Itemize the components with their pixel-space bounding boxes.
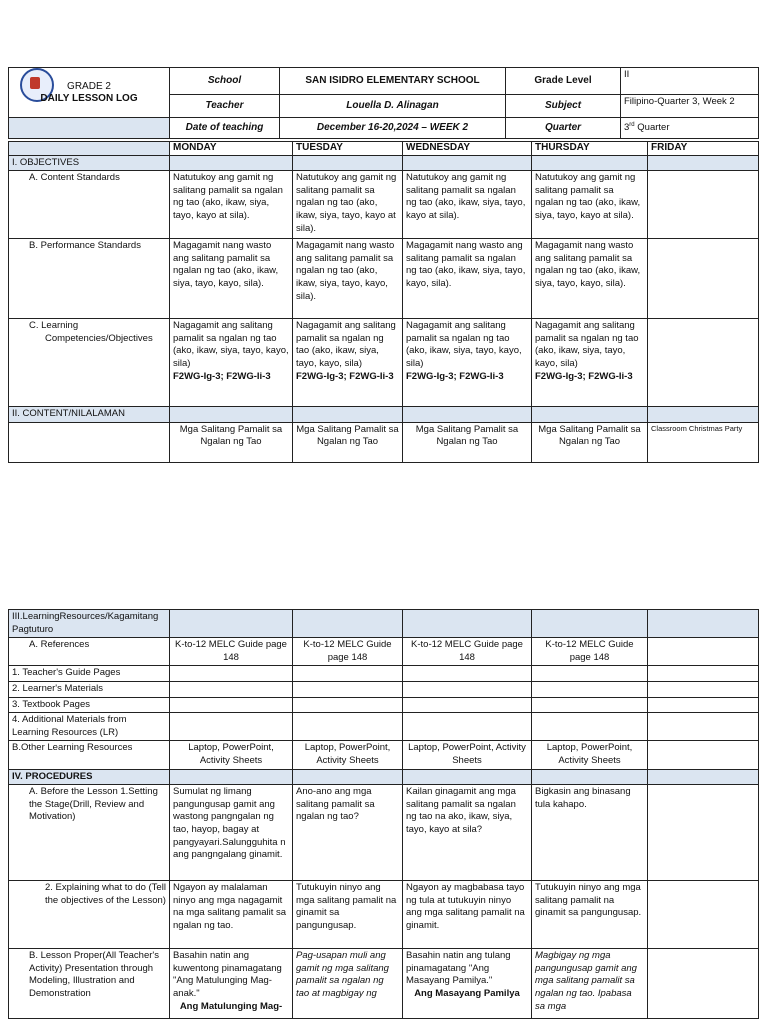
competencies-tuesday	[293, 319, 403, 407]
before-lesson-tuesday: Ano-ano ang mga salitang pamalit sa ngalan ng tao?	[293, 785, 403, 881]
performance-standards-label: B. Performance Standards	[9, 239, 170, 319]
competencies-thursday-text: Nagagamit ang salitang pamalit sa ngalan ng tao (ako, ikaw, siya, tayo, kayo, sila)	[535, 320, 639, 369]
explaining-thursday: Tutukuyin ninyo ang mga salitang pamalit na ginamit sa pangungusap.	[532, 881, 648, 949]
competencies-monday-text: Nagagamit ang salitang pamalit sa ngalan ng tao (ako, ikaw, siya, tayo, kayo, sila)	[173, 320, 289, 369]
teacher-value: Louella D. Alinagan	[280, 95, 506, 118]
other-resources-label: B.Other Learning Resources	[9, 741, 170, 769]
other-resources-friday	[648, 741, 759, 769]
other-resources-thursday: Laptop, PowerPoint, Activity Sheets	[532, 741, 648, 769]
performance-standards-tuesday: Magagamit nang wasto ang salitang pamalit sa ngalan ng tao (ako, ikaw, siya, tayo, kayo, sila).	[293, 239, 403, 319]
lesson-proper-monday	[170, 949, 293, 1019]
date-label: Date of teaching	[170, 118, 280, 139]
content-standards-wednesday: Natutukoy ang gamit ng salitang pamalit sa ngalan ng tao (ako, ikaw, siya, tayo, kayo at sila).	[403, 171, 532, 239]
references-monday: K-to-12 MELC Guide page 148	[170, 638, 293, 666]
story-title: Ang Matulunging Mag-	[179, 1000, 283, 1012]
grade-level-label: Grade Level	[506, 68, 621, 95]
explaining-tuesday: Tutukuyin ninyo ang mga salitang pamalit na ginamit sa pangungusap.	[293, 881, 403, 949]
content-monday: Mga Salitang Pamalit sa Ngalan ng Tao	[170, 422, 293, 462]
days-header-blank	[9, 142, 170, 156]
competencies-wednesday	[403, 319, 532, 407]
content-blank-label	[9, 422, 170, 462]
explaining-monday: Ngayon ay malalaman ninyo ang mga nagagamit na mga salitang pamalit sa ngalan ng tao.	[170, 881, 293, 949]
lesson-proper-tuesday: Pag-usapan muli ang gamit ng mga salitang pamalit sa ngalan ng tao at magbigay ng	[293, 949, 403, 1019]
content-friday: Classroom Christmas Party	[648, 422, 759, 462]
competency-code: F2WG-Ig-3; F2WG-Ii-3	[173, 370, 271, 382]
grade-block	[9, 68, 170, 118]
before-lesson-monday: Sumulat ng limang pangungusap gamit ang wastong pangngalan ng tao, hayop, bagay at pangyayari.Salungguhita n ang pangngalang ginamit.	[170, 785, 293, 881]
lesson-proper-wednesday-text: Basahin natin ang tulang pinamagatang "Ang Masayang Pamilya."	[406, 950, 511, 987]
before-lesson-thursday: Bigkasin ang binasang tula kahapo.	[532, 785, 648, 881]
competency-code: F2WG-Ig-3; F2WG-Ii-3	[406, 370, 504, 382]
textbook-pages-label: 3. Textbook Pages	[9, 697, 170, 713]
competencies-label	[9, 319, 170, 407]
performance-standards-monday: Magagamit nang wasto ang salitang pamalit sa ngalan ng tao (ako, ikaw, siya, tayo, kayo, sila).	[170, 239, 293, 319]
subject-value: Filipino-Quarter 3, Week 2	[621, 95, 759, 118]
resources-procedures-table	[8, 609, 759, 1019]
explaining-label: 2. Explaining what to do (Tell the objectives of the Lesson)	[9, 881, 170, 949]
lesson-proper-friday	[648, 949, 759, 1019]
other-resources-wednesday: Laptop, PowerPoint, Activity Sheets	[403, 741, 532, 769]
day-tuesday: TUESDAY	[293, 142, 403, 156]
other-resources-tuesday: Laptop, PowerPoint, Activity Sheets	[293, 741, 403, 769]
quarter-label: Quarter	[506, 118, 621, 139]
teachers-guide-label: 1. Teacher's Guide Pages	[9, 666, 170, 682]
lesson-proper-label: B. Lesson Proper(All Teacher's Activity) Presentation through Modeling, Illustration and Demonstration	[9, 949, 170, 1019]
grade-level-value: II	[621, 68, 759, 95]
content-standards-label: A. Content Standards	[9, 171, 170, 239]
lesson-proper-monday-text: Basahin natin ang kuwentong pinamagatang "Ang Matulunging Mag-anak."	[173, 950, 282, 999]
day-wednesday: WEDNESDAY	[403, 142, 532, 156]
before-lesson-wednesday: Kailan ginagamit ang mga salitang pamalit sa ngalan ng tao na ako, ikaw, siya, tayo, kayo at sila?	[403, 785, 532, 881]
content-wednesday: Mga Salitang Pamalit sa Ngalan ng Tao	[403, 422, 532, 462]
header-blank-cell	[9, 118, 170, 139]
competencies-label-line1: C. Learning	[29, 320, 79, 332]
performance-standards-wednesday: Magagamit nang wasto ang salitang pamalit sa ngalan ng tao (ako, ikaw, siya, tayo, kayo, sila).	[403, 239, 532, 319]
school-value: SAN ISIDRO ELEMENTARY SCHOOL	[280, 68, 506, 95]
additional-materials-label: 4. Additional Materials from Learning Resources (LR)	[9, 713, 170, 741]
log-title: DAILY LESSON LOG	[40, 92, 138, 104]
content-standards-thursday: Natutukoy ang gamit ng salitang pamalit sa ngalan ng tao (ako, ikaw, siya, tayo, kayo at sila).	[532, 171, 648, 239]
procedures-heading: IV. PROCEDURES	[9, 769, 170, 785]
references-friday	[648, 638, 759, 666]
teacher-label: Teacher	[170, 95, 280, 118]
competencies-friday	[648, 319, 759, 407]
content-standards-tuesday: Natutukoy ang gamit ng salitang pamalit sa ngalan ng tao (ako, ikaw, siya, tayo, kayo at sila).	[293, 171, 403, 239]
explaining-wednesday: Ngayon ay magbabasa tayo ng tula at tutukuyin ninyo ang mga salitang pamalit na ginamit.	[403, 881, 532, 949]
references-tuesday: K-to-12 MELC Guide page 148	[293, 638, 403, 666]
content-heading: II. CONTENT/NILALAMAN	[9, 407, 170, 423]
competencies-monday	[170, 319, 293, 407]
competencies-wednesday-text: Nagagamit ang salitang pamalit sa ngalan ng tao (ako, ikaw, siya, tayo, kayo, sila)	[406, 320, 522, 369]
lesson-log-header-table	[8, 67, 759, 139]
references-label: A. References	[9, 638, 170, 666]
competencies-tuesday-text: Nagagamit ang salitang pamalit sa ngalan ng tao (ako, ikaw, siya, tayo, kayo, sila)	[296, 320, 396, 369]
references-thursday: K-to-12 MELC Guide page 148	[532, 638, 648, 666]
explaining-friday	[648, 881, 759, 949]
before-lesson-label: A. Before the Lesson 1.Setting the Stage(Drill, Review and Motivation)	[9, 785, 170, 881]
competencies-thursday	[532, 319, 648, 407]
content-standards-monday: Natutukoy ang gamit ng salitang pamalit sa ngalan ng tao (ako, ikaw, siya, tayo, kayo at sila).	[170, 171, 293, 239]
lesson-proper-wednesday	[403, 949, 532, 1019]
performance-standards-thursday: Magagamit nang wasto ang salitang pamalit sa ngalan ng tao (ako, ikaw, siya, tayo, kayo, sila).	[532, 239, 648, 319]
day-monday: MONDAY	[170, 142, 293, 156]
subject-label: Subject	[506, 95, 621, 118]
content-tuesday: Mga Salitang Pamalit sa Ngalan ng Tao	[293, 422, 403, 462]
objectives-heading: I. OBJECTIVES	[9, 155, 170, 171]
performance-standards-friday	[648, 239, 759, 319]
lesson-proper-thursday: Magbigay ng mga pangungusap gamit ang mga salitang pamalit sa ngalan ng tao. Ipabasa sa mga	[532, 949, 648, 1019]
quarter-value: 3rd Quarter	[621, 118, 759, 139]
day-friday: FRIDAY	[648, 142, 759, 156]
content-thursday: Mga Salitang Pamalit sa Ngalan ng Tao	[532, 422, 648, 462]
competencies-label-line2: Competencies/Objectives	[45, 332, 153, 344]
school-label: School	[170, 68, 280, 95]
other-resources-monday: Laptop, PowerPoint, Activity Sheets	[170, 741, 293, 769]
before-lesson-friday	[648, 785, 759, 881]
learners-materials-label: 2. Learner's Materials	[9, 681, 170, 697]
grade-label: GRADE 2	[67, 80, 111, 92]
objectives-table	[8, 141, 759, 463]
poem-title: Ang Masayang Pamilya	[414, 987, 520, 999]
date-value: December 16-20,2024 – WEEK 2	[280, 118, 506, 139]
content-standards-friday	[648, 171, 759, 239]
resources-heading: III.LearningResources/Kagamitang Pagtuturo	[9, 610, 170, 638]
references-wednesday: K-to-12 MELC Guide page 148	[403, 638, 532, 666]
competency-code: F2WG-Ig-3; F2WG-Ii-3	[296, 370, 394, 382]
competency-code: F2WG-Ig-3; F2WG-Ii-3	[535, 370, 633, 382]
day-thursday: THURSDAY	[532, 142, 648, 156]
